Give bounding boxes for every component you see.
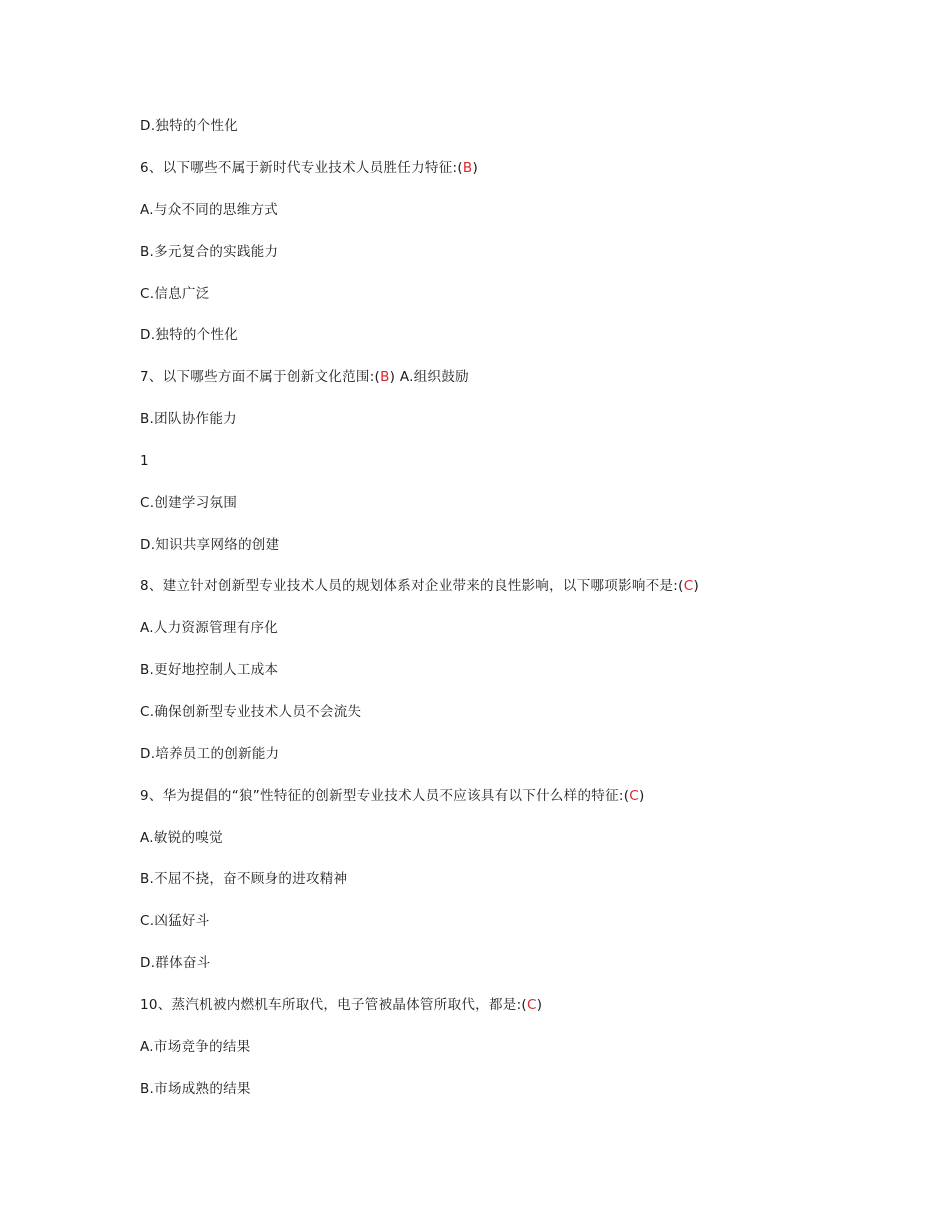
answer-letter: C (683, 578, 694, 594)
option-line (140, 326, 238, 344)
option-line (140, 494, 237, 512)
option-line (140, 745, 280, 763)
page-number (140, 452, 149, 470)
option-text: D.独特的个性化 (140, 327, 239, 343)
option-line (140, 912, 210, 930)
question-text-tail: ) (536, 997, 543, 1013)
option-text: B.多元复合的实践能力 (140, 244, 279, 260)
answer-letter: C (629, 788, 640, 804)
question-text-tail: ) (472, 160, 479, 176)
option-text: A.敏锐的嗅觉 (140, 830, 223, 846)
option-line (140, 410, 237, 428)
question-text: 7、以下哪些方面不属于创新文化范围:( (140, 369, 381, 385)
option-text: D.群体奋斗 (140, 955, 211, 971)
answer-letter: B (462, 160, 473, 176)
option-line (140, 954, 211, 972)
option-line (140, 536, 280, 554)
question-text: 10、蒸汽机被内燃机车所取代，电子管被晶体管所取代，都是:( (140, 997, 527, 1013)
option-text: B.不屈不挠，奋不顾身的进攻精神 (140, 871, 348, 887)
option-line (140, 870, 347, 888)
option-text: C.确保创新型专业技术人员不会流失 (140, 704, 362, 720)
option-line (140, 201, 278, 219)
option-line (140, 661, 278, 679)
question-text-tail: ) A.组织鼓励 (389, 369, 469, 385)
question-line (140, 577, 699, 595)
option-text: B.市场成熟的结果 (140, 1081, 251, 1097)
option-line (140, 1080, 251, 1098)
question-text: 9、华为提倡的“狼”性特征的创新型专业技术人员不应该具有以下什么样的特征:( (140, 788, 630, 804)
option-line (140, 703, 361, 721)
question-line (140, 368, 469, 386)
option-text: B.团队协作能力 (140, 411, 237, 427)
option-text: A.人力资源管理有序化 (140, 620, 279, 636)
question-line (140, 159, 478, 177)
option-line (140, 243, 278, 261)
question-text: 6、以下哪些不属于新时代专业技术人员胜任力特征:( (140, 160, 463, 176)
question-line (140, 996, 542, 1014)
question-line (140, 787, 645, 805)
option-line (140, 1038, 251, 1056)
answer-letter: C (527, 997, 537, 1013)
option-line (140, 117, 238, 135)
option-text: C.凶猛好斗 (140, 913, 210, 929)
question-text: 8、建立针对创新型专业技术人员的规划体系对企业带来的良性影响，以下哪项影响不是:( (140, 578, 684, 594)
option-text: D.独特的个性化 (140, 118, 239, 134)
option-text: C.信息广泛 (140, 286, 210, 302)
option-text: D.培养员工的创新能力 (140, 746, 280, 762)
option-text: D.知识共享网络的创建 (140, 537, 280, 553)
question-text-tail: ) (693, 578, 700, 594)
option-text: C.创建学习氛围 (140, 495, 238, 511)
option-line (140, 619, 278, 637)
option-text: B.更好地控制人工成本 (140, 662, 279, 678)
answer-letter: B (380, 369, 390, 385)
option-text: A.与众不同的思维方式 (140, 202, 279, 218)
option-line (140, 829, 223, 847)
page-number-text: 1 (140, 453, 149, 469)
question-text-tail: ) (639, 788, 645, 804)
option-line (140, 285, 210, 303)
option-text: A.市场竞争的结果 (140, 1039, 251, 1055)
